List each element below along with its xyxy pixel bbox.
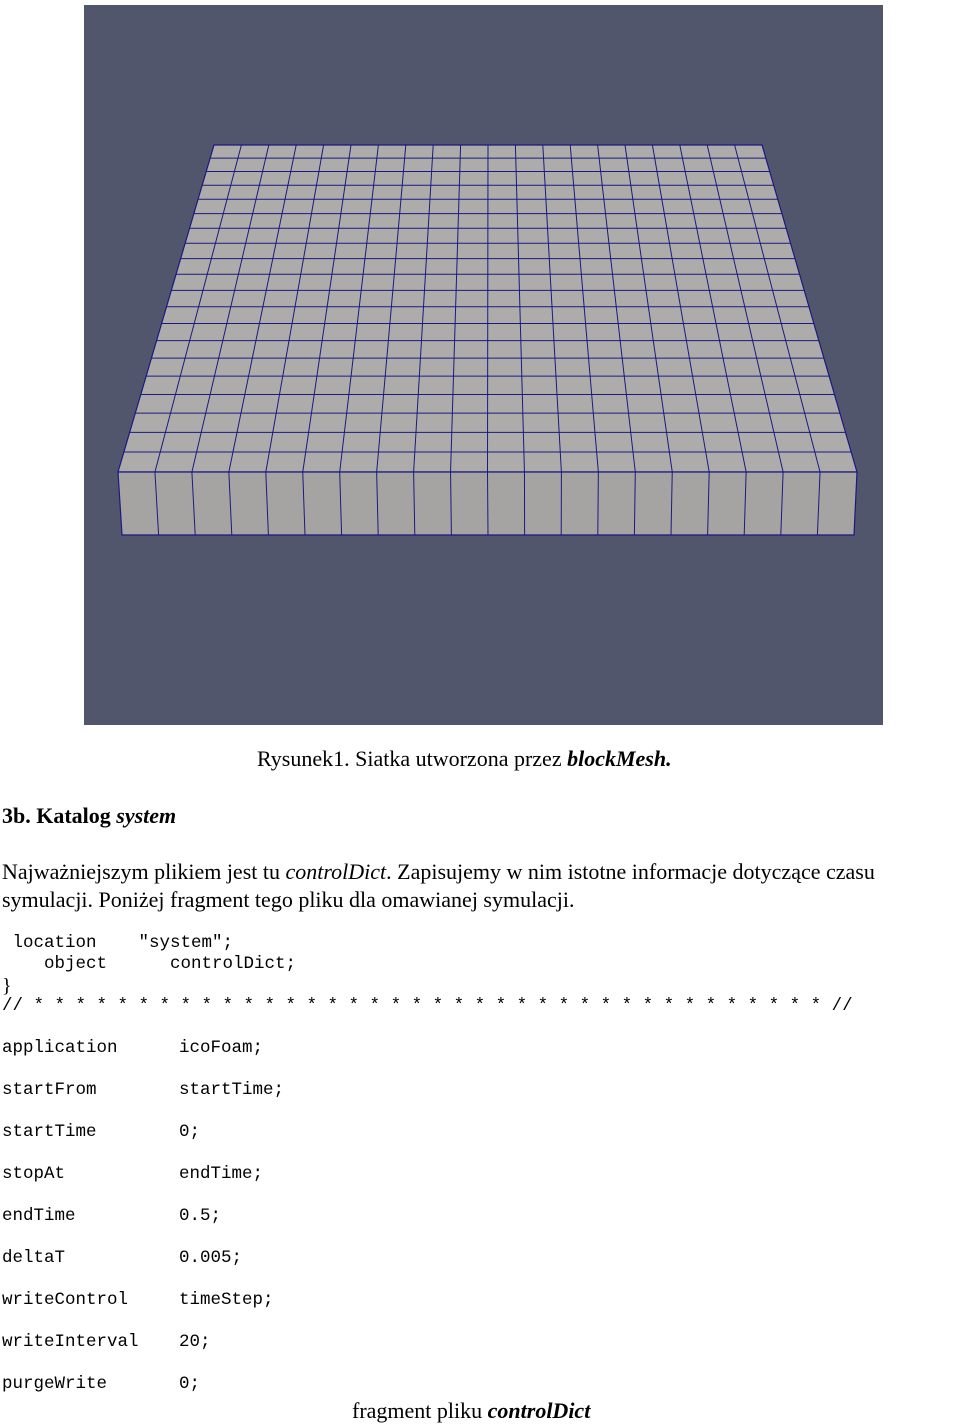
code-key: purgeWrite — [2, 1374, 108, 1394]
caption-text: Rysunek1. Siatka utworzona przez — [257, 746, 568, 771]
mesh-line — [488, 472, 489, 535]
code-closing-brace: } — [2, 975, 12, 997]
mesh-line — [488, 145, 489, 472]
code-value: 0.005; — [179, 1248, 243, 1268]
para-emphasis: controlDict — [285, 859, 387, 884]
code-header-line: location "system"; — [2, 933, 234, 953]
mesh-line — [598, 472, 599, 535]
code-value: icoFoam; — [179, 1038, 264, 1058]
code-key: deltaT — [2, 1248, 66, 1268]
code-value: timeStep; — [179, 1290, 274, 1310]
code-key: endTime — [2, 1206, 76, 1226]
mesh-figure — [84, 5, 883, 725]
section-number: 3b. Katalog — [2, 803, 117, 828]
code-value: 0; — [179, 1374, 201, 1394]
code-key: application — [2, 1038, 118, 1058]
code-key: stopAt — [2, 1164, 66, 1184]
para-text: . Zapisujemy w nim istotne informacje dotyczące czasu — [386, 859, 875, 884]
code-value: endTime; — [179, 1164, 264, 1184]
caption-emphasis: blockMesh. — [567, 746, 672, 771]
figure-caption — [257, 746, 672, 772]
code-key: writeControl — [2, 1290, 129, 1310]
section-name: system — [116, 803, 177, 828]
code-header-line: object controlDict; — [2, 954, 297, 974]
code-value: startTime; — [179, 1080, 285, 1100]
para-text: Najważniejszym plikiem jest tu — [2, 859, 286, 884]
code-key: startFrom — [2, 1080, 97, 1100]
code-value: 0.5; — [179, 1206, 222, 1226]
code-separator: // * * * * * * * * * * * * * * * * * * * * * * * * * * * * * * * * * * * * * * // — [2, 996, 853, 1016]
code-caption — [352, 1398, 590, 1424]
code-key: startTime — [2, 1122, 97, 1142]
code-value: 0; — [179, 1122, 201, 1142]
section-heading — [2, 803, 176, 829]
para-line-1 — [2, 859, 875, 884]
code-key: writeInterval — [2, 1332, 139, 1352]
code-caption-emphasis: controlDict — [487, 1398, 591, 1423]
code-caption-text: fragment pliku — [352, 1398, 488, 1423]
para-line-2: symulacji. Poniżej fragment tego pliku dla omawianej symulacji. — [2, 887, 575, 912]
code-value: 20; — [179, 1332, 211, 1352]
body-paragraph — [2, 858, 960, 914]
mesh-render — [84, 5, 883, 725]
